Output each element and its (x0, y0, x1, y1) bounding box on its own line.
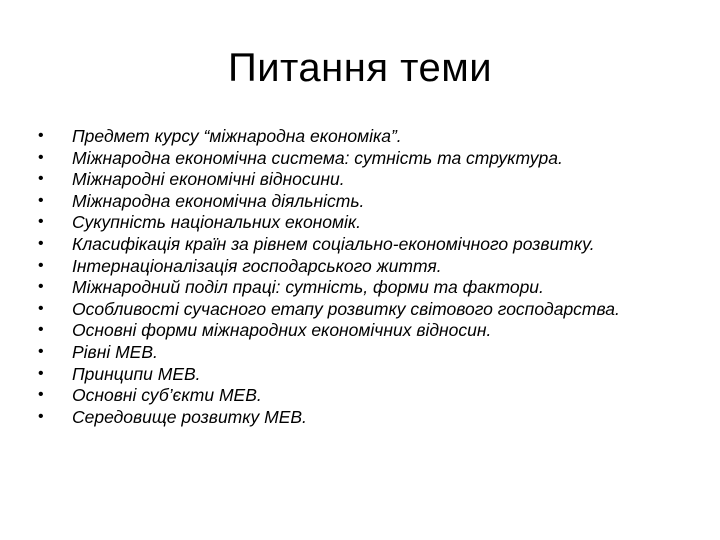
list-item-text: Основні суб’єкти МЕВ. (72, 385, 262, 406)
bullet-icon: • (38, 278, 44, 296)
bullet-icon: • (38, 234, 44, 252)
bullet-icon: • (38, 407, 44, 425)
list-item (36, 234, 686, 254)
list-item-text: Міжнародні економічні відносини. (72, 169, 345, 190)
bullet-icon: • (38, 342, 44, 360)
list-item (36, 320, 686, 340)
list-item (36, 407, 686, 427)
list-item-text: Сукупність національних економік. (72, 212, 362, 233)
list-item-text: Принципи МЕВ. (72, 363, 201, 384)
list-item (36, 364, 686, 384)
list-item-text: Предмет курсу “міжнародна економіка”. (72, 126, 402, 146)
slide-title: Питання теми (227, 46, 493, 90)
bullet-icon: • (38, 170, 44, 188)
topics-list (36, 126, 686, 428)
bullet-icon: • (38, 299, 44, 317)
bullet-icon: • (38, 256, 44, 274)
list-item (36, 126, 686, 146)
list-item (36, 342, 686, 362)
bullet-icon: • (38, 191, 44, 209)
list-item-text: Класифікація країн за рівнем соціально-економічного розвитку. (72, 233, 595, 254)
list-item-text: Міжнародний поділ праці: сутність, форми та фактори. (72, 277, 544, 298)
list-item-text: Міжнародна економічна система: сутність та структура. (72, 147, 563, 168)
list-item (36, 256, 686, 276)
list-item (36, 191, 686, 211)
list-item (36, 212, 686, 232)
bullet-icon: • (38, 386, 44, 404)
bullet-icon: • (38, 127, 44, 144)
list-item (36, 385, 686, 405)
list-item-text: Міжнародна економічна діяльність. (72, 190, 365, 211)
list-item (36, 299, 686, 319)
list-item (36, 169, 686, 189)
list-item-text: Особливості сучасного етапу розвитку світового господарства. (72, 298, 620, 319)
list-item-text: Середовище розвитку МЕВ. (72, 406, 307, 427)
bullet-icon: • (38, 148, 44, 166)
list-item (36, 148, 686, 168)
list-item (36, 277, 686, 297)
bullet-icon: • (38, 364, 44, 382)
bullet-icon: • (38, 213, 44, 231)
bullet-icon: • (38, 321, 44, 339)
list-item-text: Рівні МЕВ. (72, 341, 158, 362)
list-item-text: Основні форми міжнародних економічних відносин. (72, 320, 492, 341)
list-item-text: Інтернаціоналізація господарського життя. (72, 255, 442, 276)
